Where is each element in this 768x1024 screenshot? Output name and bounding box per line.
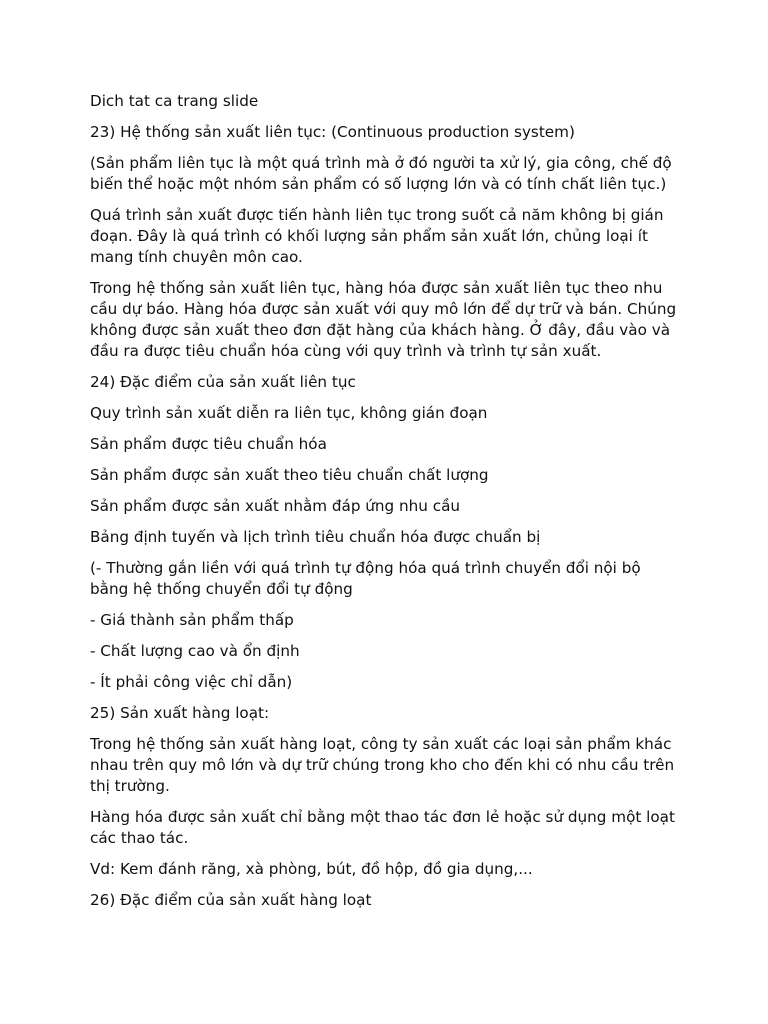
section-heading-23: 23) Hệ thống sản xuất liên tục: (Continuous production system) bbox=[90, 123, 575, 141]
document-paragraph: Trong hệ thống sản xuất hàng loạt, công ty sản xuất các loại sản phẩm khác nhau trên quy mô lớn và dự trữ chúng trong kho cho đến khi có nhu cầu trên thị trường. bbox=[90, 735, 675, 795]
document-paragraph: Vd: Kem đánh răng, xà phòng, bút, đồ hộp, đồ gia dụng,... bbox=[90, 860, 533, 878]
document-paragraph: Dich tat ca trang slide bbox=[90, 92, 259, 110]
section-heading-24: 24) Đặc điểm của sản xuất liên tục bbox=[90, 373, 356, 391]
document-paragraph: Quá trình sản xuất được tiến hành liên tục trong suốt cả năm không bị gián đoạn. Đây là quá trình có khối lượng sản phẩm sản xuất lớn, chủng loại ít mang tính chuyên môn cao. bbox=[90, 206, 664, 266]
section-heading-25: 25) Sản xuất hàng loạt: bbox=[90, 704, 270, 722]
document-paragraph: Trong hệ thống sản xuất liên tục, hàng hóa được sản xuất liên tục theo nhu cầu dự báo. Hàng hóa được sản xuất với quy mô lớn để dự trữ và bán. Chúng không được sản xuất theo đơn đặt hàng của khách hàng. Ở đây, đầu vào và đầu ra được tiêu chuẩn hóa cùng với quy trình và trình tự sản xuất. bbox=[90, 279, 677, 360]
document-paragraph: Hàng hóa được sản xuất chỉ bằng một thao tác đơn lẻ hoặc sử dụng một loạt các thao tác. bbox=[90, 808, 675, 847]
document-page bbox=[90, 91, 680, 921]
document-paragraph: Quy trình sản xuất diễn ra liên tục, không gián đoạn bbox=[90, 404, 488, 422]
document-paragraph: - Giá thành sản phẩm thấp bbox=[90, 611, 294, 629]
document-paragraph: Bảng định tuyến và lịch trình tiêu chuẩn hóa được chuẩn bị bbox=[90, 528, 541, 546]
document-paragraph: Sản phẩm được sản xuất theo tiêu chuẩn chất lượng bbox=[90, 466, 489, 484]
document-paragraph: - Chất lượng cao và ổn định bbox=[90, 642, 300, 660]
document-paragraph: (- Thường gắn liền với quá trình tự động hóa quá trình chuyển đổi nội bộ bằng hệ thống chuyển đổi tự động bbox=[90, 559, 641, 598]
section-heading-26: 26) Đặc điểm của sản xuất hàng loạt bbox=[90, 891, 372, 909]
document-paragraph: (Sản phẩm liên tục là một quá trình mà ở đó người ta xử lý, gia công, chế độ biến thể hoặc một nhóm sản phẩm có số lượng lớn và có tính chất liên tục.) bbox=[90, 154, 672, 193]
document-paragraph: Sản phẩm được tiêu chuẩn hóa bbox=[90, 435, 327, 453]
document-paragraph: - Ít phải công việc chỉ dẫn) bbox=[90, 673, 293, 691]
document-paragraph: Sản phẩm được sản xuất nhằm đáp ứng nhu cầu bbox=[90, 497, 461, 515]
